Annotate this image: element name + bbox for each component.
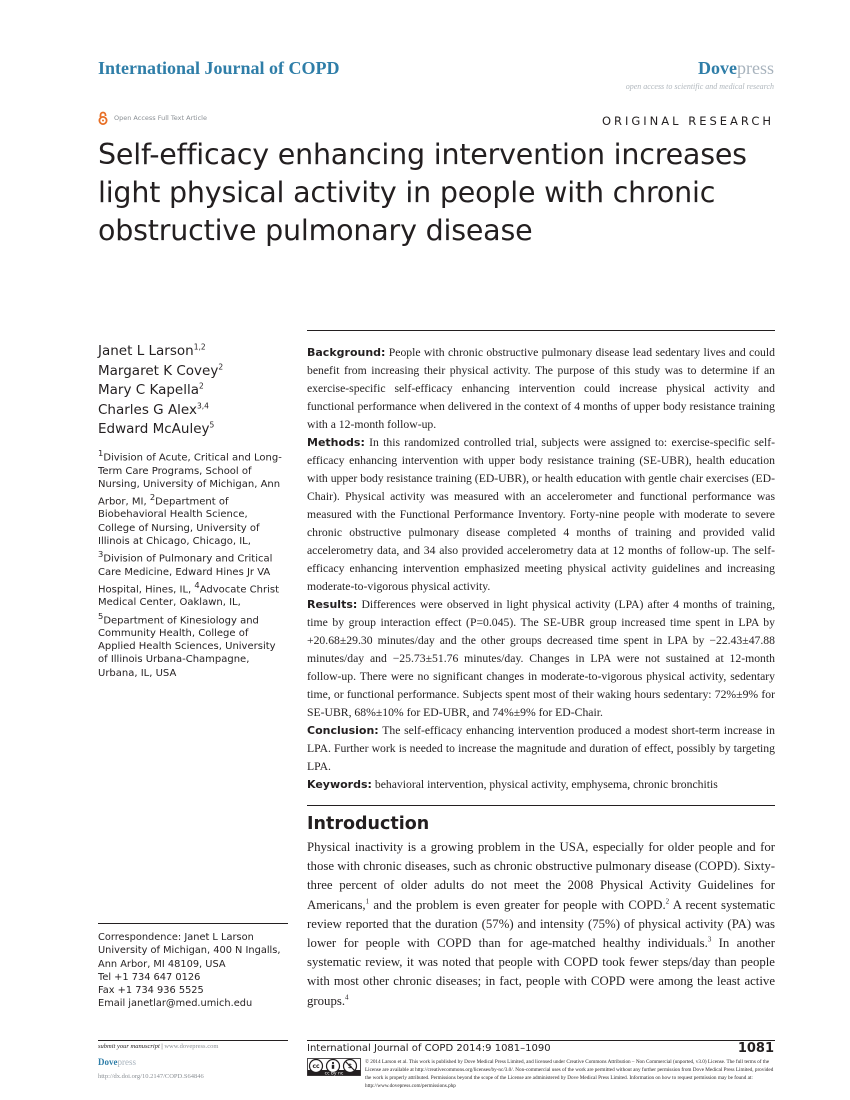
cc-text: cc by nc bbox=[324, 1071, 344, 1076]
brand-dove: Dove bbox=[698, 58, 737, 78]
citation-ref[interactable]: 3 bbox=[707, 935, 712, 944]
footer-publisher-logo: Dovepress bbox=[98, 1057, 136, 1067]
abstract bbox=[307, 344, 775, 794]
abstract-bottom-rule bbox=[307, 805, 775, 806]
open-access-label: Open Access Full Text Article bbox=[114, 114, 207, 122]
author: Margaret K Covey$^2$ bbox=[98, 362, 224, 379]
abstract-top-rule bbox=[307, 330, 775, 331]
citation-ref[interactable]: 4 bbox=[345, 993, 349, 1002]
affiliations: $^1$Division of Acute, Critical and Long-Term Care Programs, School of Nursing, University of Michigan, Ann Arbor, MI, $^2$Department of Biobehavioral Health Science, College of Nursing, University of Illinois at Chicago, Chicago, IL, $^3$Division of Pulmonary and Critical Care Medicine, Edward Hines Jr VA Hospital, Hines, IL, $^4$Advocate Christ Medical Center, Oaklawn, IL, $^5$Department of Kinesiology and Community Health, College of Applied Health Sciences, University of Illinois Urbana-Champagne, Urbana, IL, USA bbox=[98, 448, 282, 679]
license-text: © 2014 Larson et al. This work is published by Dove Medical Press Limited, and licensed under Creative Commons Attribution – Non Commercial (unported, v3.0) License. The full terms of the License are available at http://creativecommons.org/licenses/by-nc/3.0/. Non-commercial uses of the work are permitted without any further permission from Dove Medical Press Limited, provided the work is properly attributed. Permissions beyond the scope of the License are administered by Dove Medical Press Limited. Information on how to request permission may be found at: http://www.dovepress.com/permissions.php bbox=[365, 1059, 774, 1089]
article-type: ORIGINAL RESEARCH bbox=[601, 114, 774, 128]
author: Charles G Alex$^{3,4}$ bbox=[98, 401, 209, 418]
page-number: 1081 bbox=[737, 1041, 774, 1056]
publisher-logo bbox=[698, 58, 774, 79]
citation-ref[interactable]: 1 bbox=[365, 897, 370, 906]
abstract-background: Background: People with chronic obstructive pulmonary disease lead sedentary lives and could benefit from increasing their physical activity. The purpose of this study was to determine if an exercise-specific self-efficacy enhancing intervention could increase physical activity and functional performance when delivered in the context of 4 months of upper body resistance training with a 12-month follow-up. bbox=[307, 346, 775, 431]
svg-text:$: $ bbox=[347, 1063, 353, 1070]
abstract-results: Results: Differences were observed in light physical activity (LPA) after 4 months of training, time by group interaction effect (P=0.045). The SE-UBR group increased time spent in LPA by +20.68±29.30 minutes/day and the other groups decreased time spent in LPA by −22.43±47.88 minutes/day and −25.73±51.76 minutes/day. Changes in LPA were not sustained at 12-month follow-up. There were no significant changes in moderate-to-vigorous physical activity, sedentary time, or functional performance. Subjects spent most of their waking hours sedentary: 72%±9% for SE-UBR, 68%±10% for ED-UBR, and 74%±9% for ED-Chair. bbox=[307, 598, 775, 719]
publisher-tagline: open access to scientific and medical research bbox=[625, 82, 774, 91]
abstract-keywords: Keywords: behavioral intervention, physical activity, emphysema, chronic bronchitis bbox=[307, 778, 718, 791]
footer-rule bbox=[307, 1040, 775, 1041]
introduction-body: Physical inactivity is a growing problem in the USA, especially for older people and for those with chronic diseases, such as chronic obstructive pulmonary disease (COPD). Sixty-three percent of older adults do not meet the 2008 Physical Activity Guidelines for Americans,$^1$ and the problem is even greater for people with COPD.$^2$ A recent systematic review reported that the duration (57%) and intensity (75%) of physical activity (PA) was lower for people with COPD than for age-matched healthy individuals.$^3$ In another systematic review, it was noted that people with COPD took fewer steps/day than people with most other chronic diseases; in fact, people with COPD were among the least active groups.$^4$ bbox=[307, 840, 776, 1008]
author-list bbox=[98, 342, 223, 440]
creative-commons-icon bbox=[307, 1058, 361, 1076]
author: Mary C Kapella$^2$ bbox=[98, 381, 204, 398]
footer-left-rule bbox=[98, 1040, 288, 1041]
brand-press: press bbox=[737, 58, 774, 78]
open-access-badge bbox=[98, 111, 207, 125]
abstract-conclusion: Conclusion: The self-efficacy enhancing intervention produced a modest short-term increase in LPA. Further work is needed to increase the magnitude and duration of effect, possibly by targeting LPA. bbox=[307, 724, 775, 773]
author: Edward McAuley$^5$ bbox=[98, 420, 215, 437]
correspondence-email[interactable]: Email janetlar@med.umich.edu bbox=[98, 998, 253, 1010]
journal-title: International Journal of COPD bbox=[98, 58, 340, 78]
abstract-methods: Methods: In this randomized controlled trial, subjects were assigned to: exercise-specific self-efficacy enhancing intervention with upper body resistance training (SE-UBR), health education with upper body resistance training (ED-UBR), or health education with gentle chair exercises (ED-Chair). Physical activity was measured with an accelerometer and functional performance was measured with the Functional Performance Inventory. Forty-nine people with moderate to severe chronic obstructive pulmonary disease completed 4 months of training and provided valid accelerometry data, and 34 also provided accelerometry data at 12 months of follow-up. The self-efficacy enhancing intervention emphasized meeting physical activity guidelines and increasing moderate-to-vigorous physical activity. bbox=[307, 436, 775, 593]
citation-line: International Journal of COPD 2014:9 1081–1090 bbox=[307, 1043, 551, 1054]
doi-link[interactable]: http://dx.doi.org/10.2147/COPD.S64846 bbox=[98, 1073, 204, 1080]
correspondence-rule bbox=[98, 923, 288, 924]
article-title: Self-efficacy enhancing intervention increases light physical activity in people with chronic obstructive pulmonary disease bbox=[98, 138, 747, 247]
submit-manuscript[interactable]: submit your manuscript | www.dovepress.com bbox=[98, 1043, 219, 1050]
introduction-heading: Introduction bbox=[307, 814, 430, 834]
citation-ref[interactable]: 2 bbox=[665, 897, 670, 906]
author: Janet L Larson$^{1,2}$ bbox=[98, 342, 206, 359]
correspondence: Correspondence: Janet L Larson University of Michigan, 400 N Ingalls, Ann Arbor, MI 48109, USA Tel +1 734 647 0126 Fax +1 734 936 5525 Email janetlar@med.umich.edu bbox=[98, 931, 288, 1011]
svg-text:cc: cc bbox=[312, 1063, 320, 1070]
open-access-icon bbox=[98, 111, 108, 125]
